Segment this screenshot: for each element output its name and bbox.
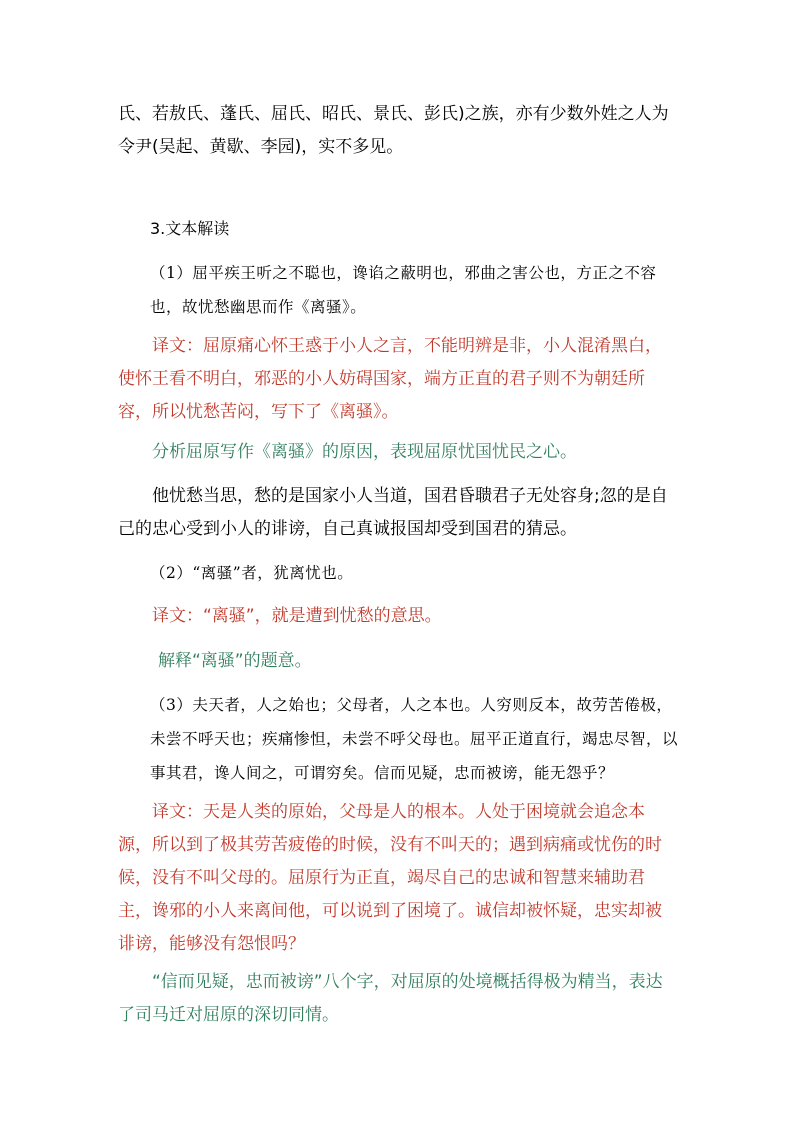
classical-quote-2: （2）“离骚”者，犹离忧也。 [150, 564, 354, 582]
classical-quote-3: （3）夫天者，人之始也；父母者，人之本也。人穷则反本，故劳苦倦极，未尝不呼天也；疾痛惨怛，未尝不呼父母也。屈平正道直行，竭忠尽智，以事其君，谗人间之，可谓穷矣。信而见疑，忠而被谤，能无怨乎？ [150, 696, 679, 782]
translation-1: 译文：屈原痛心怀王惑于小人之言，不能明辨是非，小人混淆黑白，使怀王看不明白，邪恶的小人妨碍国家，端方正直的君子则不为朝廷所容，所以忧愁苦闷，写下了《离骚》。 [118, 336, 662, 422]
translation-2: 译文：“离骚”，就是遭到忧愁的意思。 [152, 606, 442, 626]
analysis-2: 解释“离骚”的题意。 [158, 651, 312, 671]
section-heading-text-reading: 3.文本解读 [150, 219, 230, 238]
explanation-1: 他忧愁当思，愁的是国家小人当道，国君昏聩君子无处容身;忽的是自己的忠心受到小人的诽谤，自己真诚报国却受到国君的猜忌。 [118, 486, 668, 539]
classical-quote-1: （1）屈平疾王听之不聪也，谗谄之蔽明也，邪曲之害公也，方正之不容也，故忧愁幽思而作《离骚》。 [150, 264, 657, 316]
analysis-3: “信而见疑，忠而被谤”八个字，对屈原的处境概括得极为精当，表达了司马迁对屈原的深切同情。 [118, 972, 663, 1025]
translation-3: 译文：天是人类的原始，父母是人的根本。人处于困境就会追念本源，所以到了极其劳苦疲倦的时候，没有不叫天的；遇到病痛或忧伤的时候，没有不叫父母的。屈原行为正直，竭尽自己的忠诚和智慧来辅助君主，谗邪的小人来离间他，可以说到了困境了。诚信却被怀疑，忠实却被诽谤，能够没有怨恨吗？ [118, 802, 662, 954]
analysis-1: 分析屈原写作《离骚》的原因，表现屈原忧国忧民之心。 [152, 442, 577, 462]
paragraph-chu-clans: 氏、若敖氏、蓬氏、屈氏、昭氏、景氏、彭氏)之族，亦有少数外姓之人为令尹(吴起、黄歇、李园)，实不多见。 [118, 104, 669, 157]
